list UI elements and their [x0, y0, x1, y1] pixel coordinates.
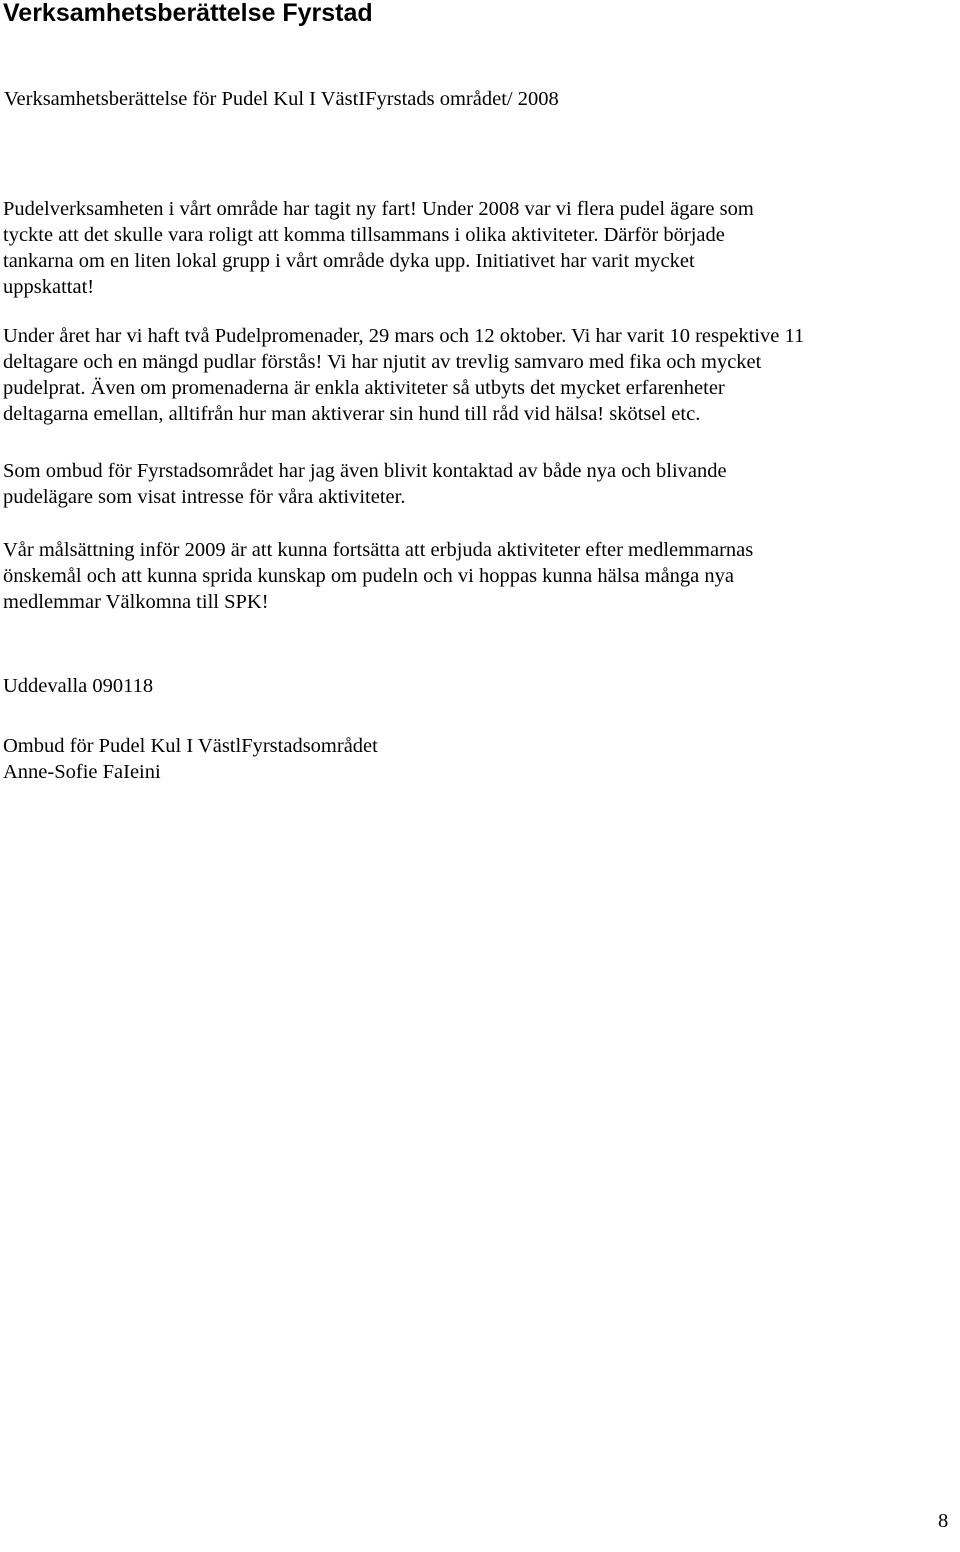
paragraph-line: Pudelverksamheten i vårt område har tagit ny fart! Under 2008 var vi flera pudel ägare som	[3, 198, 754, 220]
document-heading: Verksamhetsberättelse Fyrstad	[3, 0, 373, 27]
paragraph-goals	[3, 537, 948, 615]
page-number: 8	[938, 1510, 949, 1532]
paragraph-intro	[3, 196, 948, 300]
paragraph-line: pudelägare som visat intresse för våra aktiviteter.	[3, 486, 406, 508]
document-subtitle: Verksamhetsberättelse för Pudel Kul I VästIFyrstads området/ 2008	[4, 88, 559, 110]
signature-name: Anne-Sofie FaIeini	[3, 761, 161, 783]
paragraph-line: Som ombud för Fyrstadsområdet har jag även blivit kontaktad av både nya och blivande	[3, 460, 727, 482]
signature-role: Ombud för Pudel Kul I VästlFyrstadsområdet	[3, 735, 378, 757]
signature-block	[3, 733, 948, 785]
paragraph-line: Vår målsättning inför 2009 är att kunna fortsätta att erbjuda aktiviteter efter medlemmarnas	[3, 539, 754, 561]
paragraph-line: deltagare och en mängd pudlar förstås! Vi har njutit av trevlig samvaro med fika och mycket	[3, 351, 762, 373]
paragraph-line: tankarna om en liten lokal grupp i vårt område dyka upp. Initiativet har varit mycket	[3, 250, 695, 272]
paragraph-line: önskemål och att kunna sprida kunskap om pudeln och vi hoppas kunna hälsa många nya	[3, 565, 735, 587]
paragraph-line: deltagarna emellan, alltifrån hur man aktiverar sin hund till råd vid hälsa! skötsel etc.	[3, 403, 701, 425]
paragraph-line: Under året har vi haft två Pudelpromenader, 29 mars och 12 oktober. Vi har varit 10 respektive 11	[3, 325, 805, 347]
paragraph-contacts	[3, 458, 948, 510]
paragraph-line: uppskattat!	[3, 276, 95, 298]
place-and-date: Uddevalla 090118	[3, 675, 154, 697]
paragraph-line: medlemmar Välkomna till SPK!	[3, 591, 269, 613]
paragraph-walks	[3, 323, 948, 427]
paragraph-line: pudelprat. Även om promenaderna är enkla aktiviteter så utbyts det mycket erfarenheter	[3, 377, 725, 399]
paragraph-line: tyckte att det skulle vara roligt att komma tillsammans i olika aktiviteter. Därför började	[3, 224, 725, 246]
